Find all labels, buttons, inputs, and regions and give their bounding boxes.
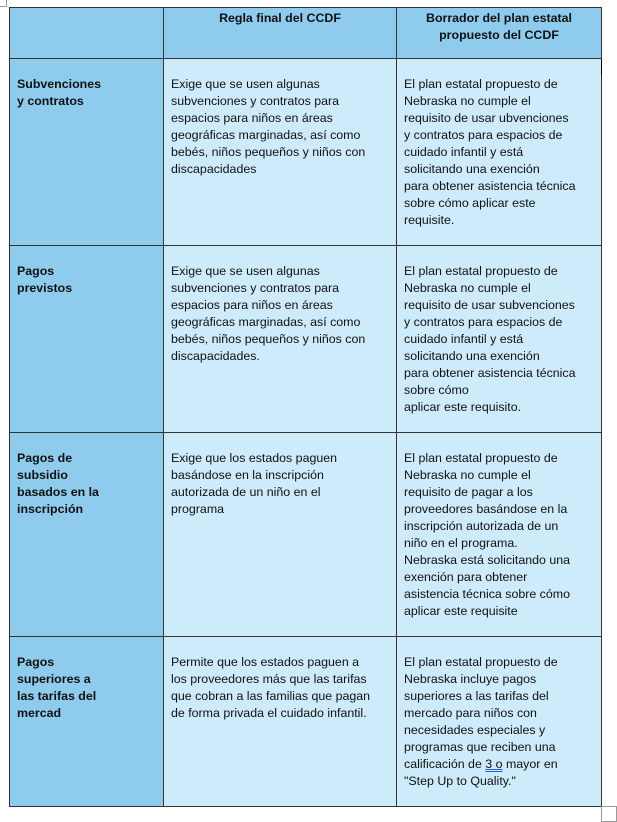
table-row: [10, 637, 602, 807]
table-row: [10, 433, 602, 637]
document-corner-marker: [0, 0, 7, 7]
plan-cell: El plan estatal propuesto de Nebraska no cumple el requisito de pagar a los proveedores basándose en la inscripción autorizada de un niño en el programa. Nebraska está solicitando una exención para obtener asistencia técnica sobre cómo aplicar este requisite: [397, 433, 602, 637]
rule-cell: Permite que los estados paguen a los proveedores más que las tarifas que cobran a las familias que pagan de forma privada el cuidado infantil.: [164, 637, 397, 807]
row-label: Subvenciones y contratos: [10, 59, 164, 246]
row-label: Pagos de subsidio basados en la inscripción: [10, 433, 164, 637]
plan-cell: El plan estatal propuesto de Nebraska no cumple el requisito de usar ubvenciones y contratos para espacios de cuidado infantil y está solicitando una exención para obtener asistencia técnica sobre cómo aplicar este requisite.: [397, 59, 602, 246]
header-empty: [10, 8, 164, 59]
plan-cell: El plan estatal propuesto de Nebraska no cumple el requisito de usar subvenciones y contratos para espacios de cuidado infantil y está solicitando una exención para obtener asistencia técnica sobre cómo aplicar este requisito.: [397, 246, 602, 433]
row-label: Pagos previstos: [10, 246, 164, 433]
comparison-table: [9, 7, 602, 807]
table-end-marker: [601, 806, 617, 822]
table-row: [10, 59, 602, 246]
header-draft-plan: Borrador del plan estatal propuesto del CCDF: [397, 8, 602, 59]
header-final-rule: Regla final del CCDF: [164, 8, 397, 59]
row-label: Pagos superiores a las tarifas del mercad: [10, 637, 164, 807]
rule-cell: Exige que se usen algunas subvenciones y contratos para espacios para niños en áreas geográficas marginadas, así como bebés, niños pequeños y niños con discapacidades.: [164, 246, 397, 433]
table-header-row: [10, 8, 602, 59]
rule-cell: Exige que se usen algunas subvenciones y contratos para espacios para niños en áreas geográficas marginadas, así como bebés, niños pequeños y niños con discapacidades: [164, 59, 397, 246]
plan-text-part: mayor en "Step Up to Quality.": [404, 757, 558, 788]
rule-cell: Exige que los estados paguen basándose en la inscripción autorizada de un niño en el programa: [164, 433, 397, 637]
plan-text-part: El plan estatal propuesto de Nebraska incluye pagos superiores a las tarifas del mercado para niños con necesidades especiales y programas que reciben una calificación de: [404, 655, 558, 771]
text-cursor: [601, 59, 602, 75]
plan-cell: [397, 637, 602, 807]
table-row: [10, 246, 602, 433]
spellcheck-underlined-text: 3 o: [485, 757, 503, 771]
